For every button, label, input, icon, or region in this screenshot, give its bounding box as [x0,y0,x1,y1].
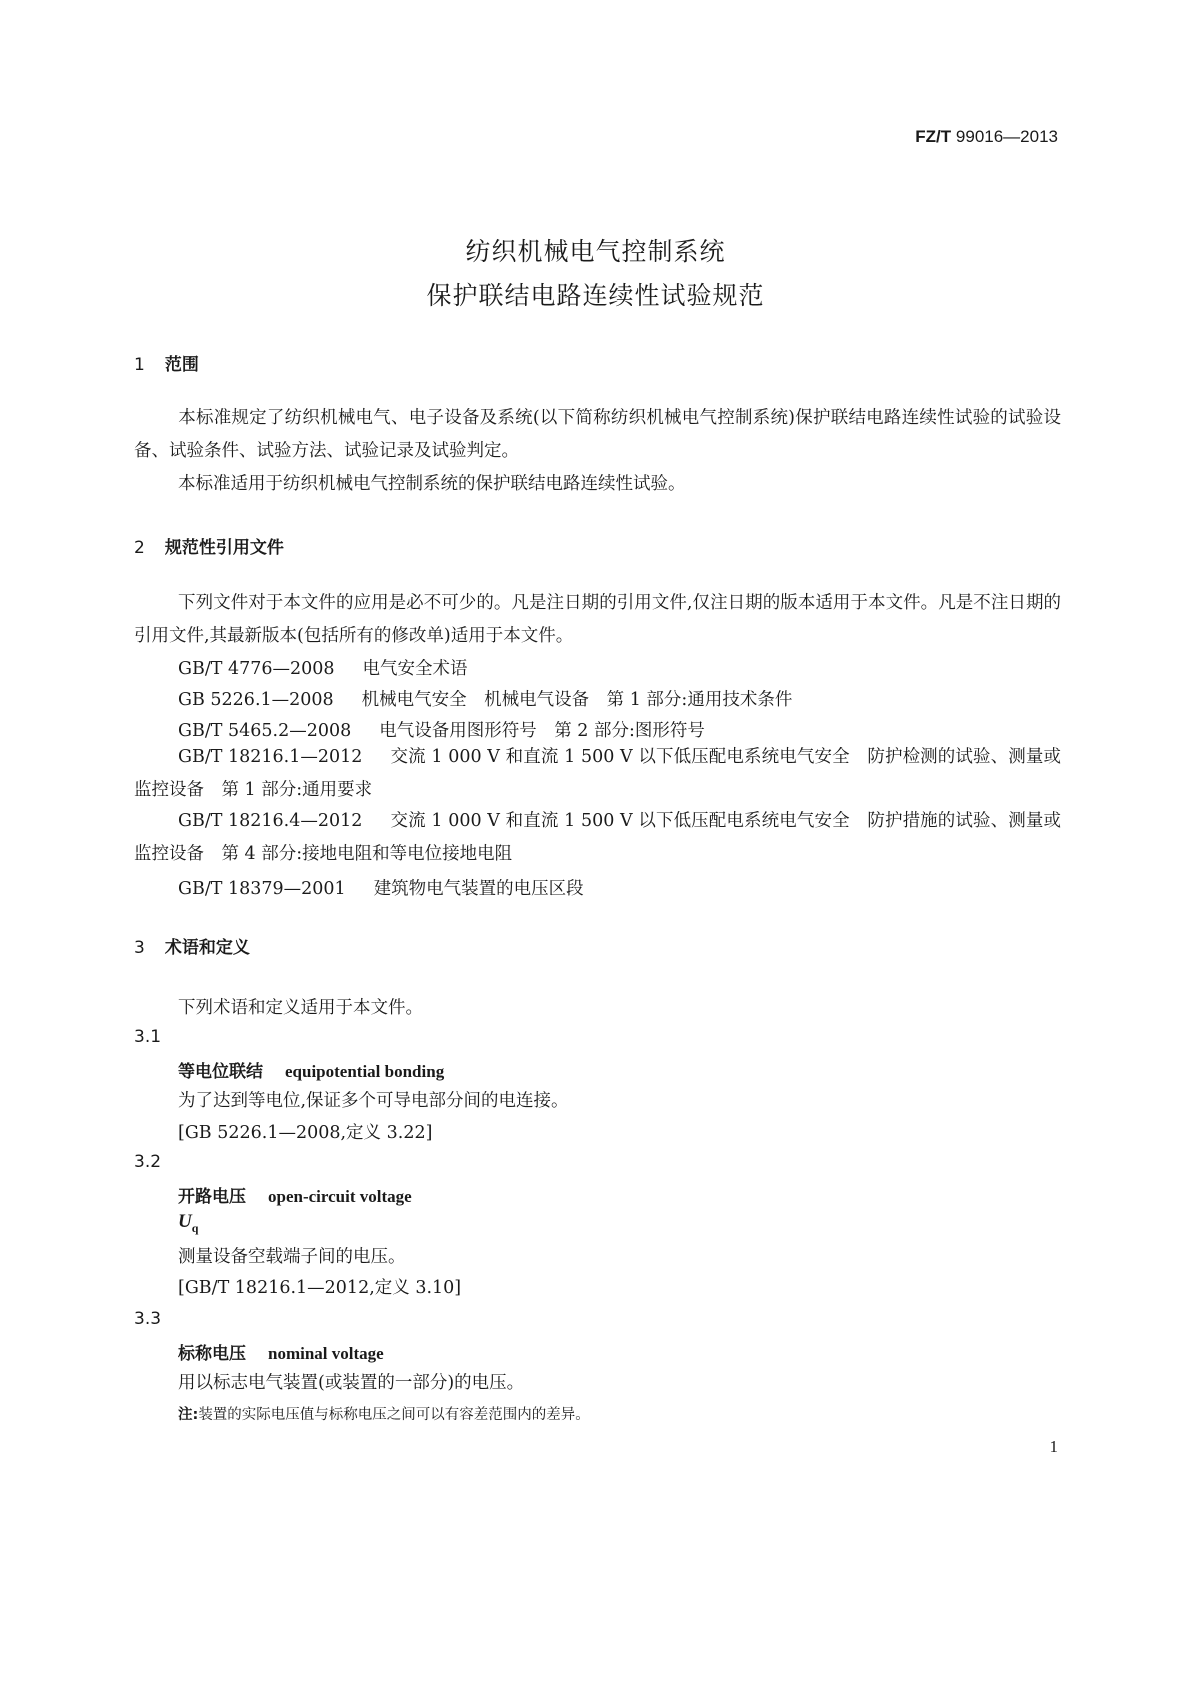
references-intro: 下列文件对于本文件的应用是必不可少的。凡是注日期的引用文件,仅注日期的版本适用于本文件。凡是不注日期的引用文件,其最新版本(包括所有的修改单)适用于本文件。 [134,593,1061,646]
reference-item: GB/T 4776—2008 电气安全术语 [178,659,468,679]
standard-code: FZ/T 99016—2013 [915,127,1058,146]
term-name: 等电位联结 equipotential bonding [178,1062,445,1082]
reference-item: GB/T 5465.2—2008 电气设备用图形符号 第 2 部分:图形符号 [178,721,705,741]
term-definition: 用以标志电气装置(或装置的一部分)的电压。 [178,1373,525,1393]
term-source: [GB/T 18216.1—2012,定义 3.10] [178,1278,462,1298]
term-number: 3.3 [134,1309,162,1329]
term-definition: 为了达到等电位,保证多个可导电部分间的电连接。 [178,1091,569,1111]
page-number: 1 [1049,1437,1058,1456]
section-heading-terms: 3 术语和定义 [134,938,250,958]
terms-intro: 下列术语和定义适用于本文件。 [178,998,423,1018]
scope-paragraph-1: 本标准规定了纺织机械电气、电子设备及系统(以下简称纺织机械电气控制系统)保护联结电路连续性试验的试验设备、试验条件、试验方法、试验记录及试验判定。 [134,408,1061,461]
term-number: 3.2 [134,1152,162,1172]
term-name: 开路电压 open-circuit voltage [178,1187,412,1207]
reference-item: GB 5226.1—2008 机械电气安全 机械电气设备 第 1 部分:通用技术条件 [178,690,793,710]
term-name: 标称电压 nominal voltage [178,1344,384,1364]
reference-item: GB/T 18379—2001 建筑物电气装置的电压区段 [178,879,584,899]
scope-paragraph-2: 本标准适用于纺织机械电气控制系统的保护联结电路连续性试验。 [178,474,686,494]
term-source: [GB 5226.1—2008,定义 3.22] [178,1123,433,1143]
reference-item: GB/T 18216.1—2012 交流 1 000 V 和直流 1 500 V 以下低压配电系统电气安全 防护检测的试验、测量或监控设备 第 1 部分:通用要求 [134,747,1061,800]
term-note: 注:装置的实际电压值与标称电压之间可以有容差范围内的差异。 [178,1407,590,1423]
term-number: 3.1 [134,1027,162,1047]
section-heading-scope: 1 范围 [134,355,199,375]
document-title-line1: 纺织机械电气控制系统 [465,237,726,266]
section-heading-normative-references: 2 规范性引用文件 [134,538,284,558]
term-definition: 测量设备空载端子间的电压。 [178,1247,406,1267]
reference-item: GB/T 18216.4—2012 交流 1 000 V 和直流 1 500 V 以下低压配电系统电气安全 防护措施的试验、测量或监控设备 第 4 部分:接地电阻和等电位接地电阻 [134,811,1061,864]
document-title-line2: 保护联结电路连续性试验规范 [426,281,765,310]
term-symbol: $U_q$ [178,1211,199,1235]
